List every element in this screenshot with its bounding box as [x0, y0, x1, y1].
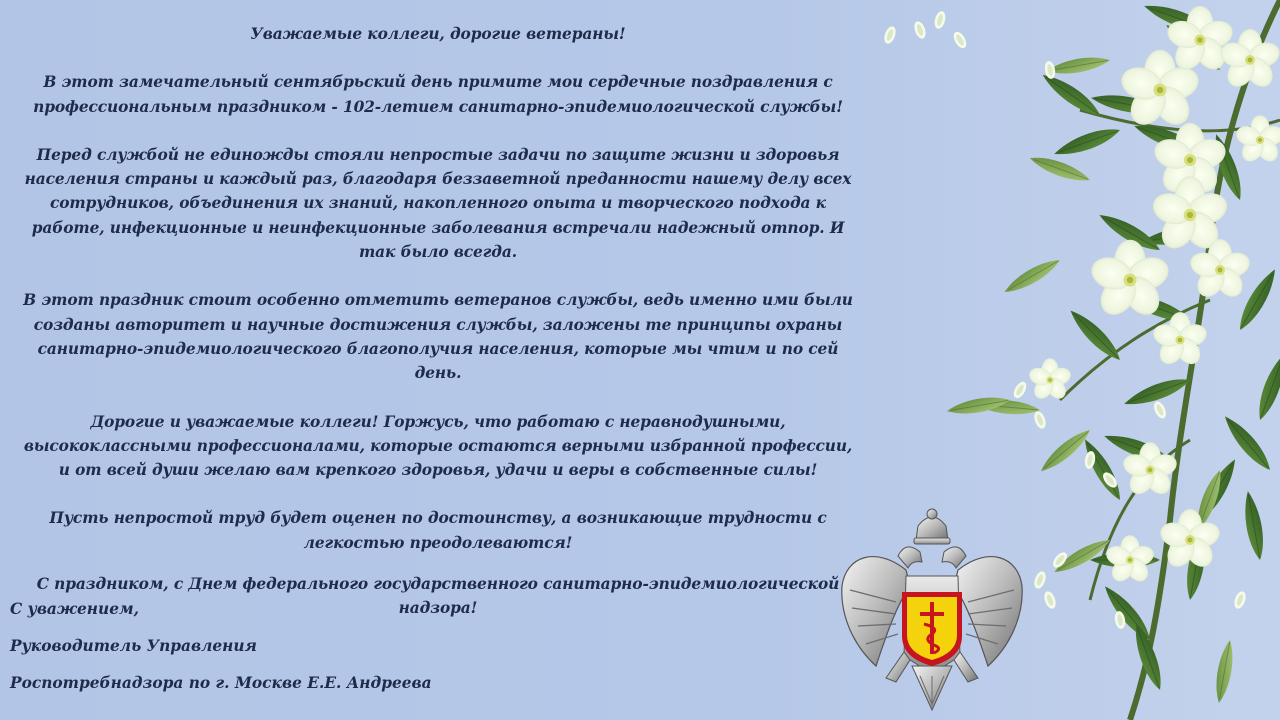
signature-line-3: Роспотребнадзора по г. Москве Е.Е. Андреева	[10, 674, 432, 692]
letter-paragraph-5: Пусть непростой труд будет оценен по достоинству, а возникающие трудности с легкостью преодолеваются!	[49, 509, 827, 552]
signature-line-2: Руководитель Управления	[10, 637, 257, 655]
rospotrebnadzor-emblem-icon	[836, 506, 1028, 716]
letter-paragraph-2: Перед службой не единожды стояли непростые задачи по защите жизни и здоровья населения страны и каждый раз, благодаря беззаветной преданности нашему делу всех сотрудников, объединения их знаний, накопленного опыта и творческого подхода к работе, инфекционные и неинфекционные заболевания встречали надежный отпор. И так было всегда.	[24, 145, 852, 262]
signature-line-1: С уважением,	[10, 600, 139, 618]
congratulation-letter	[18, 22, 858, 645]
letter-paragraph-3: В этот праздник стоит особенно отметить ветеранов службы, ведь именно ими были созданы авторитет и научные достижения службы, заложены те принципы охраны санитарно-эпидемиологического благополучия населения, которые мы чтим и по сей день.	[23, 291, 853, 383]
letter-greeting: Уважаемые коллеги, дорогие ветераны!	[250, 25, 626, 43]
letter-closing: С праздником, с Днем федерального государственного санитарно-эпидемиологической надзора!	[36, 575, 840, 618]
letter-paragraph-1: В этот замечательный сентябрьский день примите мои сердечные поздравления с профессиональным праздником - 102-летием санитарно-эпидемиологической службы!	[33, 73, 843, 116]
signature-block	[10, 596, 432, 707]
letter-paragraph-4: Дорогие и уважаемые коллеги! Горжусь, что работаю с неравнодушными, высококлассными профессионалами, которые остаются верными избранной профессии, и от всей души желаю вам крепкого здоровья, удачи и веры в собственные силы!	[23, 412, 853, 480]
